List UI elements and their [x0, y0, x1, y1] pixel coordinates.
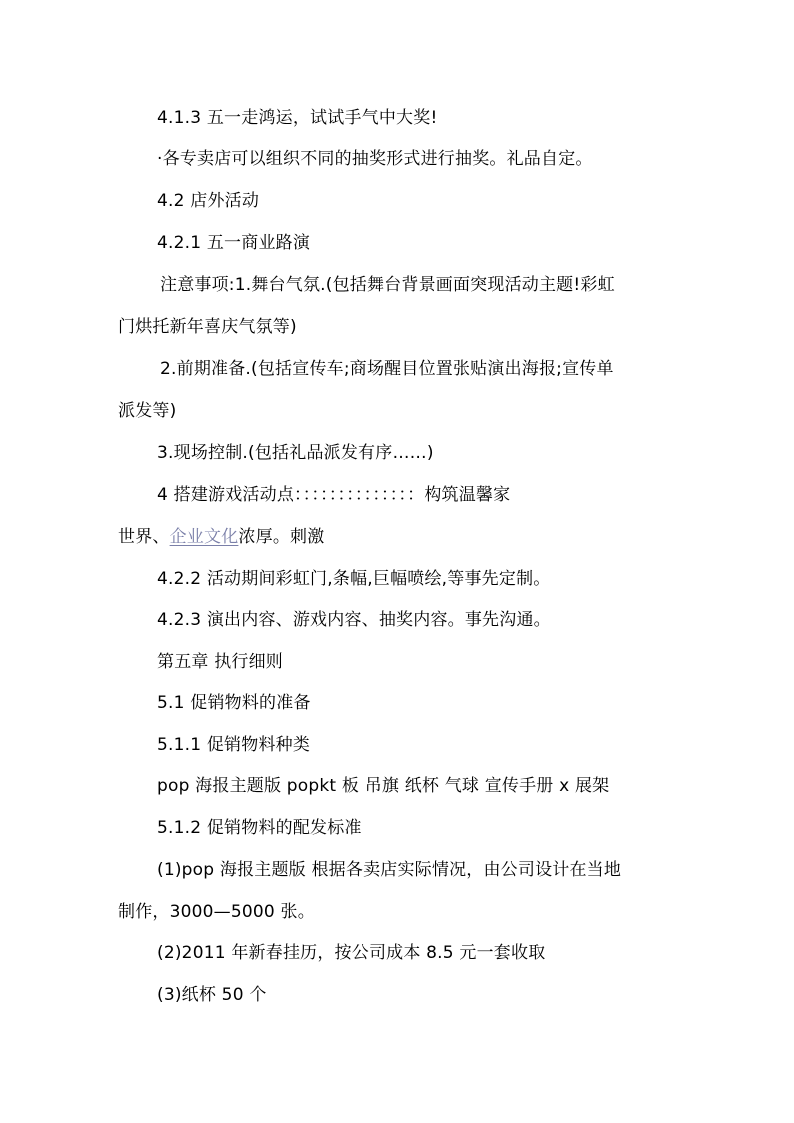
- paragraph-game-points-line-2: [118, 526, 324, 548]
- heading-4-2-1: 4.2.1 五一商业路演: [157, 233, 311, 253]
- heading-5-1-2: 5.1.2 促销物料的配发标准: [157, 818, 362, 838]
- paragraph-notes-line-2: 门烘托新年喜庆气氛等): [118, 317, 297, 337]
- heading-5-1: 5.1 促销物料的准备: [157, 693, 311, 713]
- paragraph-item-1-line-2: 制作，3000—5000 张。: [118, 902, 315, 922]
- paragraph-preparation-line-2: 派发等): [118, 401, 177, 421]
- paragraph-onsite-control: 3.现场控制.(包括礼品派发有序……): [157, 443, 434, 463]
- paragraph-preparation-line-1: 2.前期准备.(包括宣传车;商场醒目位置张贴演出海报;宣传单: [160, 359, 614, 379]
- paragraph-materials-list: pop 海报主题版 popkt 板 吊旗 纸杯 气球 宣传手册 x 展架: [157, 776, 610, 796]
- chapter-5-title: 第五章 执行细则: [157, 652, 284, 672]
- text-segment: 浓厚。刺激: [238, 527, 325, 547]
- paragraph-lottery: ·各专卖店可以组织不同的抽奖形式进行抽奖。礼品自定。: [157, 149, 593, 169]
- paragraph-notes-line-1: 注意事项:1.舞台气氛.(包括舞台背景画面突现活动主题!彩虹: [160, 275, 615, 295]
- paragraph-item-2: (2)2011 年新春挂历，按公司成本 8.5 元一套收取: [157, 943, 546, 963]
- paragraph-item-1-line-1: (1)pop 海报主题版 根据各卖店实际情况，由公司设计在当地: [157, 860, 622, 880]
- heading-5-1-1: 5.1.1 促销物料种类: [157, 735, 311, 755]
- heading-4-2: 4.2 店外活动: [157, 191, 260, 211]
- heading-4-2-2: 4.2.2 活动期间彩虹门,条幅,巨幅喷绘,等事先定制。: [157, 569, 551, 589]
- corporate-culture-link[interactable]: 企业文化: [169, 527, 239, 547]
- heading-4-1-3: 4.1.3 五一走鸿运，试试手气中大奖!: [157, 108, 438, 128]
- text-segment: 世界、: [118, 527, 170, 547]
- paragraph-game-points-line-1: 4 搭建游戏活动点：：：：：：：：：：：：：：构筑温馨家: [157, 485, 511, 505]
- heading-4-2-3: 4.2.3 演出内容、游戏内容、抽奖内容。事先沟通。: [157, 610, 551, 630]
- paragraph-item-3: (3)纸杯 50 个: [157, 985, 267, 1005]
